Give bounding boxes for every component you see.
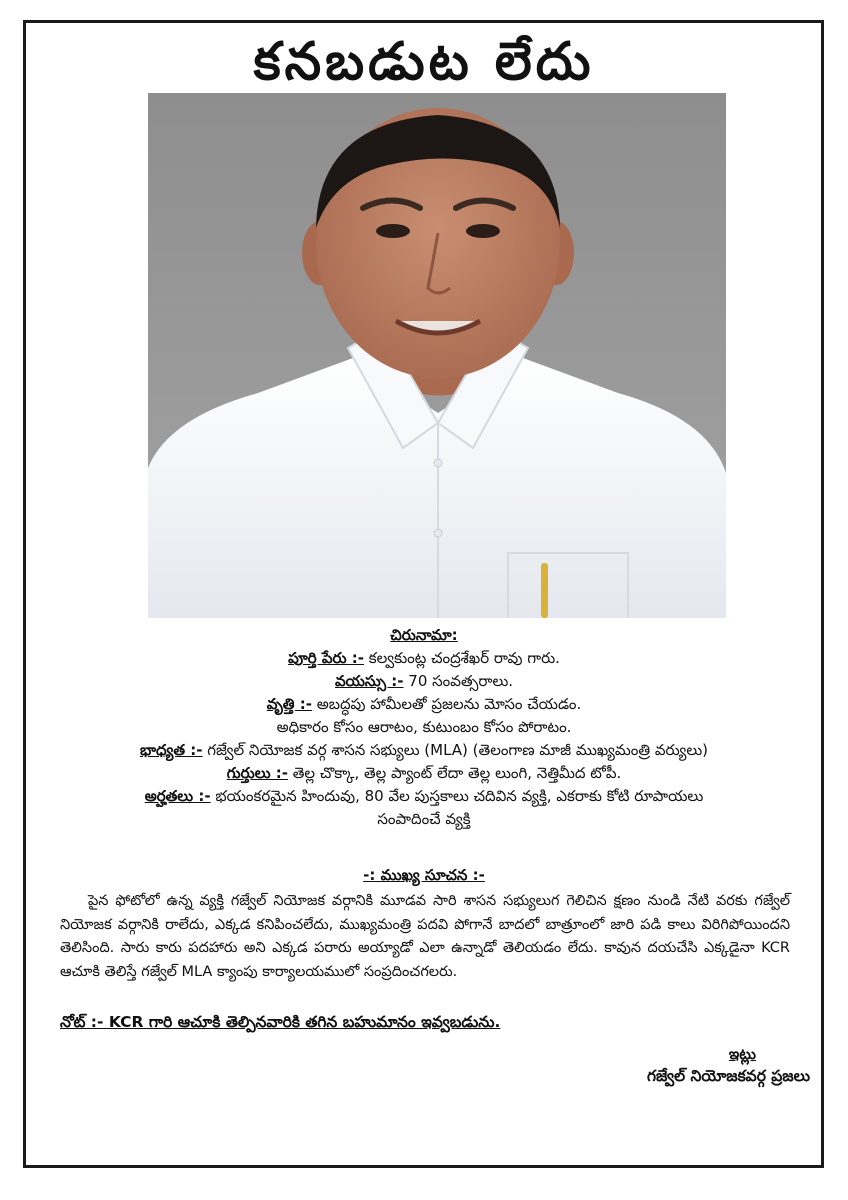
field-full-name (26, 647, 822, 670)
signature-name: గజ్వేల్ నియోజకవర్గ ప్రజలు (646, 1067, 810, 1085)
field-label: వృత్తి :- (266, 695, 312, 713)
person-photo (148, 93, 726, 618)
signature-closing: ఇట్లు (728, 1045, 756, 1063)
field-occupation (26, 693, 822, 716)
field-age (26, 670, 822, 693)
notice-heading-label: -: ముఖ్య సూచన :- (363, 866, 485, 884)
field-value: గజ్వేల్ నియోజక వర్గ శాసన సభ్యులు (MLA) (తెలంగాణ మాజీ ముఖ్యమంత్రి వర్యులు) (202, 741, 709, 759)
field-identification-marks (26, 762, 822, 785)
address-heading-label: చిరునామా: (390, 626, 458, 644)
field-label: భాధ్యత :- (139, 741, 203, 759)
reward-note (60, 1013, 500, 1035)
field-value: తెల్ల చొక్కా, తెల్ల ప్యాంట్ లేదా తెల్ల లుంగి, నెత్తిమీద టోపీ. (287, 764, 622, 782)
field-value: భయంకరమైన హిందువు, 80 వేల పుస్తకాలు చదివిన వ్యక్తి, ఎకరాకు కోటి రూపాయలు (210, 787, 704, 805)
notice-paragraph: పైన ఫోటోలో ఉన్న వ్యక్తి గజ్వేల్ నియోజక వర్గానికి మూడవ సారి శాసన సభ్యులుగ గెలిచిన క్షణం నుండి నేటి వరకు గజ్వేల్ నియోజక వర్గానికి రాలేదు, ఎక్కడ కనిపించలేదు, ముఖ్యమంత్రి పదవి పోగానే బాదలో బాత్రూంలో జారి పడి కాలు విరిగిపోయిందని తెలిసింది. సారు కారు పదహారు అని ఎక్కడ పరారు అయ్యాడో ఎలా ఉన్నాడో తెలియడం లేదు. కావున దయచేసి ఎక్కడైనా KCR ఆచూకి తెలిస్తే గజ్వేల్ MLA క్యాంపు కార్యాలయములో సంప్రదించగలరు. (60, 893, 790, 980)
field-responsibility (26, 739, 822, 762)
field-qualifications (26, 785, 822, 808)
field-label: పూర్తి పేరు :- (288, 649, 365, 667)
field-occupation-continued (26, 716, 822, 739)
field-value: సంపాదించే వ్యక్తి (377, 810, 471, 828)
field-qualifications-continued (26, 808, 822, 831)
field-value: అబద్ధపు హామీలతో ప్రజలను మోసం చేయడం. (311, 695, 582, 713)
note-label: నోట్ :- (60, 1013, 104, 1031)
field-value: కల్వకుంట్ల చంద్రశేఖర్ రావు గారు. (364, 649, 560, 667)
portrait-illustration (148, 93, 726, 618)
field-label: వయస్సు :- (334, 672, 404, 690)
address-heading (26, 624, 822, 647)
field-label: అర్హతలు :- (144, 787, 211, 805)
note-text: KCR గారి ఆచూకి తెల్పినవారికి తగిన బహుమానం ఇవ్వబడును. (103, 1013, 501, 1031)
field-value: అధికారం కోసం ఆరాటం, కుటుంబం కోసం పోరాటం. (276, 718, 572, 736)
field-label: గుర్తులు :- (226, 764, 288, 782)
notice-heading (26, 864, 822, 887)
field-value: 70 సంవత్సరాలు. (403, 672, 514, 690)
poster-title: కనబడుట లేదు (253, 32, 595, 92)
